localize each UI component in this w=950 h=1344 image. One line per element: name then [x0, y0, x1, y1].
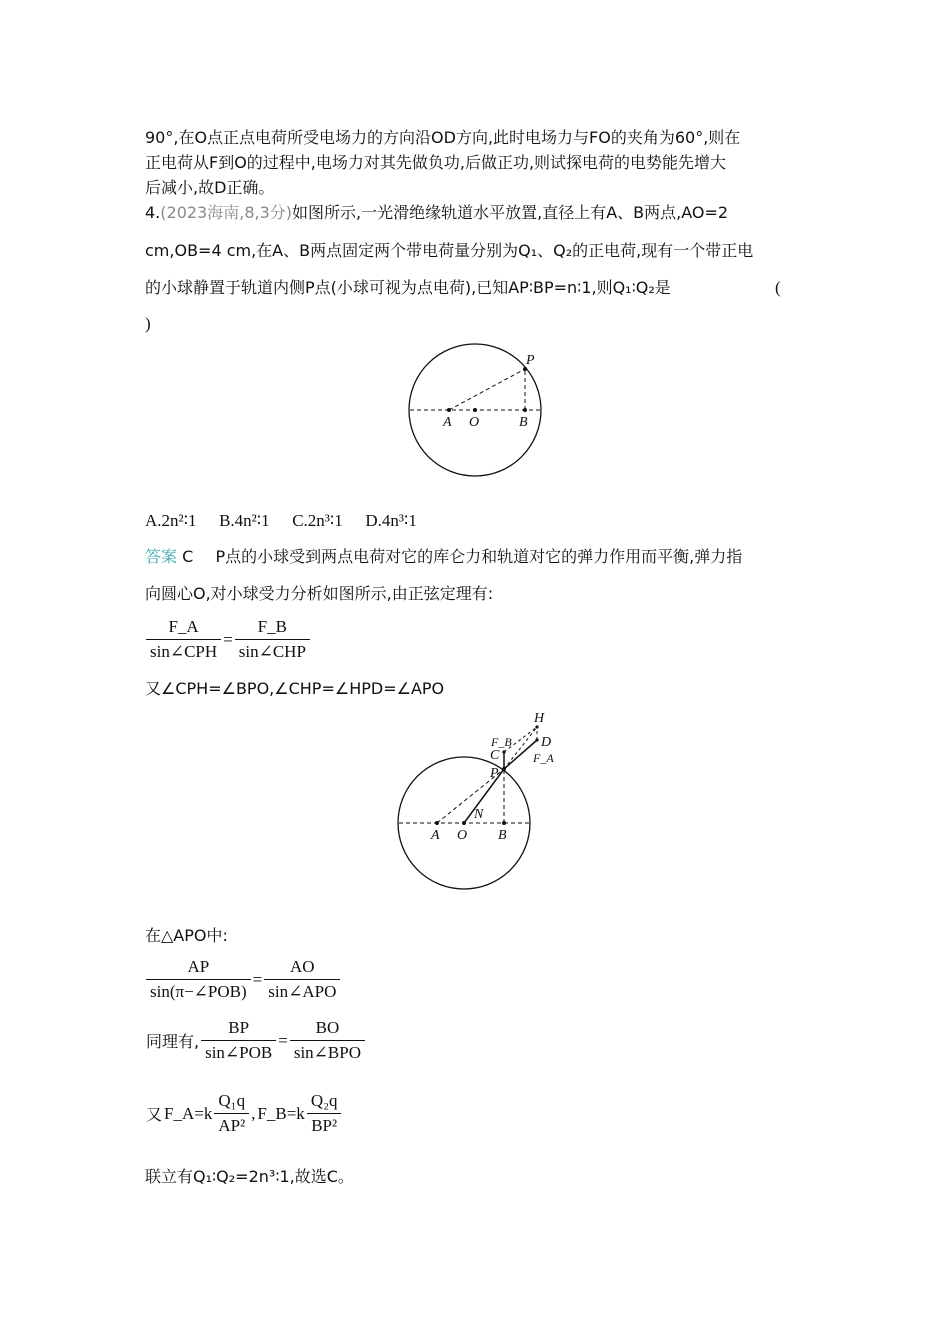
prev-solution-line-1: 90°,在O点正点电荷所受电场力的方向沿OD方向,此时电场力与FO的夹角为60°,则在 — [145, 128, 741, 147]
label-o2: O — [457, 828, 468, 843]
eq1-num-right: F_B — [257, 617, 287, 636]
question-source: (2023海南,8,3分) — [160, 203, 293, 222]
question-number: 4. — [145, 203, 161, 222]
label-fa: F_A — [533, 751, 554, 765]
label-o: O — [469, 415, 480, 430]
eq4-sep: , — [251, 1103, 256, 1123]
eq4-fa-den: AP² — [214, 1113, 249, 1137]
point-a2-dot — [435, 821, 439, 825]
option-c[interactable]: C.2n³∶1 — [292, 511, 343, 530]
option-b[interactable]: B.4n²∶1 — [219, 511, 270, 530]
question-text: 如图所示,一光滑绝缘轨道水平放置,直径上有A、B两点,AO=2 — [292, 203, 729, 222]
eq4-fa-num: Q₁q — [218, 1091, 246, 1110]
point-c-dot — [502, 750, 505, 753]
label-p2: P — [490, 766, 499, 781]
eq1-den-left: sin∠CPH — [146, 639, 221, 663]
answer-label: 答案 — [145, 547, 178, 566]
point-o2-dot — [462, 821, 466, 825]
eq3-den-left: sin∠POB — [201, 1040, 276, 1064]
answer-text-1: P点的小球受到两点电荷对它的库仑力和轨道对它的弹力作用而平衡,弹力指 — [215, 547, 743, 566]
eq2-num-right: AO — [290, 957, 315, 976]
option-d[interactable]: D.4n³∶1 — [365, 511, 417, 530]
eq1-den-right: sin∠CHP — [235, 639, 310, 663]
eq4-prefix: 又 — [146, 1105, 163, 1124]
eq4-fb-num: Q₂q — [310, 1091, 338, 1110]
label-n: N — [474, 807, 484, 822]
eq2-den-left: sin(π−∠POB) — [146, 979, 251, 1003]
eq4-fb-den: BP² — [307, 1113, 341, 1137]
answer-line-2: 向圆心O,对小球受力分析如图所示,由正弦定理有: — [145, 584, 494, 603]
eq4-fa-lhs: F_A=k — [164, 1103, 213, 1123]
label-b2: B — [498, 828, 507, 843]
label-b: B — [519, 415, 528, 430]
label-a: A — [443, 415, 452, 430]
label-d: D — [541, 735, 552, 750]
prev-solution-line-2: 正电荷从F到O的过程中,电场力对其先做负功,后做正功,则试探电荷的电势能先增大 — [145, 153, 727, 172]
point-p2-dot — [502, 767, 506, 771]
conclusion-line: 联立有Q₁∶Q₂=2n³∶1,故选C。 — [145, 1167, 354, 1186]
eq2-num-left: AP — [187, 957, 210, 976]
eq1-num-left: F_A — [168, 617, 199, 636]
prev-solution-line-3: 后减小,故D正确。 — [145, 178, 275, 197]
eq3-num-left: BP — [228, 1018, 250, 1037]
angles-line: 又∠CPH=∠BPO,∠CHP=∠HPD=∠APO — [145, 679, 445, 698]
label-a2: A — [431, 828, 440, 843]
label-fb: F_B — [491, 735, 512, 749]
triangle-line: 在△APO中: — [145, 926, 228, 945]
eq3-num-right: BO — [315, 1018, 340, 1037]
label-h: H — [534, 711, 545, 726]
equation-3 — [145, 1017, 366, 1064]
equation-2 — [145, 956, 341, 1003]
eq3-prefix: 同理有, — [146, 1032, 200, 1051]
answer-choice: C — [182, 547, 194, 566]
label-c: C — [490, 748, 500, 763]
eq3-equals: = — [278, 1030, 288, 1050]
label-p: P — [526, 353, 535, 368]
eq2-den-right: sin∠APO — [264, 979, 340, 1003]
option-a[interactable]: A.2n²∶1 — [145, 511, 197, 530]
eq2-equals: = — [252, 969, 263, 989]
eq1-equals: = — [223, 629, 233, 649]
point-d-dot — [535, 738, 538, 741]
answer-bracket-open: ( — [775, 278, 781, 297]
question-line-2: cm,OB=4 cm,在A、B两点固定两个带电荷量分别为Q₁、Q₂的正电荷,现有一个带正电 — [145, 241, 754, 260]
eq3-den-right: sin∠BPO — [290, 1040, 365, 1064]
answer-bracket-close: ) — [145, 314, 151, 333]
eq4-fb-lhs: F_B=k — [257, 1103, 305, 1123]
point-b2-dot — [502, 821, 506, 825]
question-line-3: 的小球静置于轨道内侧P点(小球可视为点电荷),已知AP∶BP=n∶1,则Q₁∶Q₂是 — [145, 278, 671, 297]
equation-4 — [145, 1090, 343, 1137]
